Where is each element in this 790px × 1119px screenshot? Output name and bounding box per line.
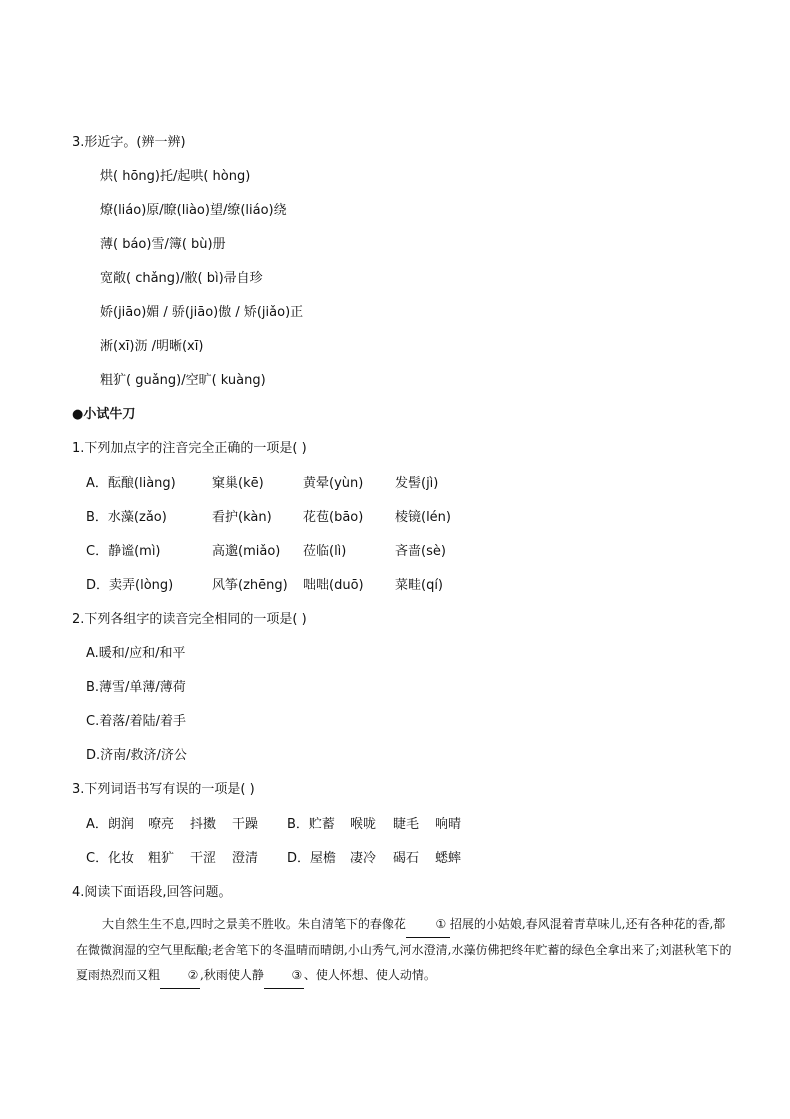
option-a-item: 发髻(jì) <box>395 476 439 491</box>
passage-text: 、使人怀想、使人动情。 <box>303 968 436 982</box>
option-d-item: 菜畦(qí) <box>395 578 444 593</box>
option-c-item: C．静谧(mì) <box>86 544 161 559</box>
list-item: 淅(xī)沥 /明晰(xī) <box>100 339 204 354</box>
option-item: 碣石 <box>393 851 420 866</box>
blank-2: ② <box>160 963 200 989</box>
blank-3: ③ <box>264 963 304 989</box>
question-1-option-row <box>0 578 790 594</box>
question-1-option-row <box>0 510 790 526</box>
option-b-item: 棱镜(lén) <box>395 510 451 525</box>
question-4-stem: 4.阅读下面语段,回答问题。 <box>72 885 232 900</box>
option-item: 蟋蟀 <box>435 851 462 866</box>
passage-paragraph <box>76 912 736 989</box>
question-3-option-row <box>0 851 790 867</box>
question-1-stem: 1.下列加点字的注音完全正确的一项是( ) <box>72 441 307 456</box>
question-1-option-row <box>0 544 790 560</box>
option-c-item: 吝啬(sè) <box>395 544 446 559</box>
option-item: 喉咙 <box>350 817 377 832</box>
question-2-option-c: C.着落/着陆/着手 <box>86 714 186 729</box>
option-item: 粗犷 <box>148 851 175 866</box>
question-3-option-row <box>0 817 790 833</box>
reading-passage <box>76 912 736 989</box>
option-b-item: 看护(kàn) <box>212 510 272 525</box>
question-2-option-a: A.暖和/应和/和平 <box>86 646 186 661</box>
section-title: 3.形近字。(辨一辨) <box>72 135 186 150</box>
option-c-item: 莅临(lì) <box>303 544 347 559</box>
option-item: C．化妆 <box>86 851 135 866</box>
option-item: 干涩 <box>190 851 217 866</box>
option-c-item: 高邈(miǎo) <box>212 544 281 559</box>
question-2-option-b: B.薄雪/单薄/薄荷 <box>86 680 186 695</box>
option-item: 凄冷 <box>350 851 377 866</box>
option-b-item: B．水藻(zǎo) <box>86 510 167 525</box>
option-item: 干躁 <box>232 817 259 832</box>
option-a-item: 窠巢(kē) <box>212 476 264 491</box>
list-item: 烘( hōng)托/起哄( hòng) <box>100 169 251 184</box>
option-item: 澄清 <box>232 851 259 866</box>
blank-1: ① <box>406 912 450 938</box>
option-b-item: 花苞(bāo) <box>303 510 364 525</box>
practice-heading: ●小试牛刀 <box>72 407 136 422</box>
passage-text: ,秋雨使人静 <box>200 968 264 982</box>
option-item: 睫毛 <box>393 817 420 832</box>
option-item: D．屋檐 <box>287 851 337 866</box>
list-item: 宽敞( chǎng)/敝( bì)帚自珍 <box>100 271 263 286</box>
question-1-option-row <box>0 476 790 492</box>
list-item: 燎(liáo)原/瞭(liào)望/缭(liáo)绕 <box>100 203 287 218</box>
option-a-item: 黄晕(yùn) <box>303 476 364 491</box>
option-item: A．朗润 <box>86 817 134 832</box>
question-2-stem: 2.下列各组字的读音完全相同的一项是( ) <box>72 612 307 627</box>
question-2-option-d: D.济南/救济/济公 <box>86 748 187 763</box>
passage-text: 大自然生生不息,四时之景美不胜收。朱自清笔下的春像花 <box>102 917 406 931</box>
option-item: 响晴 <box>435 817 462 832</box>
list-item: 粗犷( guǎng)/空旷( kuàng) <box>100 373 266 388</box>
option-item: B．贮蓄 <box>287 817 335 832</box>
option-d-item: 风筝(zhēng) <box>212 578 288 593</box>
question-3-stem: 3.下列词语书写有误的一项是( ) <box>72 782 255 797</box>
option-d-item: 咄咄(duō) <box>303 578 364 593</box>
option-item: 抖擞 <box>190 817 217 832</box>
option-d-item: D．卖弄(lòng) <box>86 578 174 593</box>
option-item: 嘹亮 <box>148 817 175 832</box>
list-item: 娇(jiāo)媚 / 骄(jiāo)傲 / 矫(jiǎo)正 <box>100 305 304 320</box>
list-item: 薄( báo)雪/簿( bù)册 <box>100 237 226 252</box>
option-a-item: A．酝酿(liàng) <box>86 476 176 491</box>
passage-text: 招展的小姑娘,春风混着青草味儿,还有各种花的香,都在微微润湿的空气里酝酿;老舍笔下的冬温晴而晴朗,小山秀气,河水澄清,水藻仿佛把终年贮蓄的绿色全拿出来了;刘湛秋笔下的夏雨热烈而又粗 <box>76 917 732 982</box>
